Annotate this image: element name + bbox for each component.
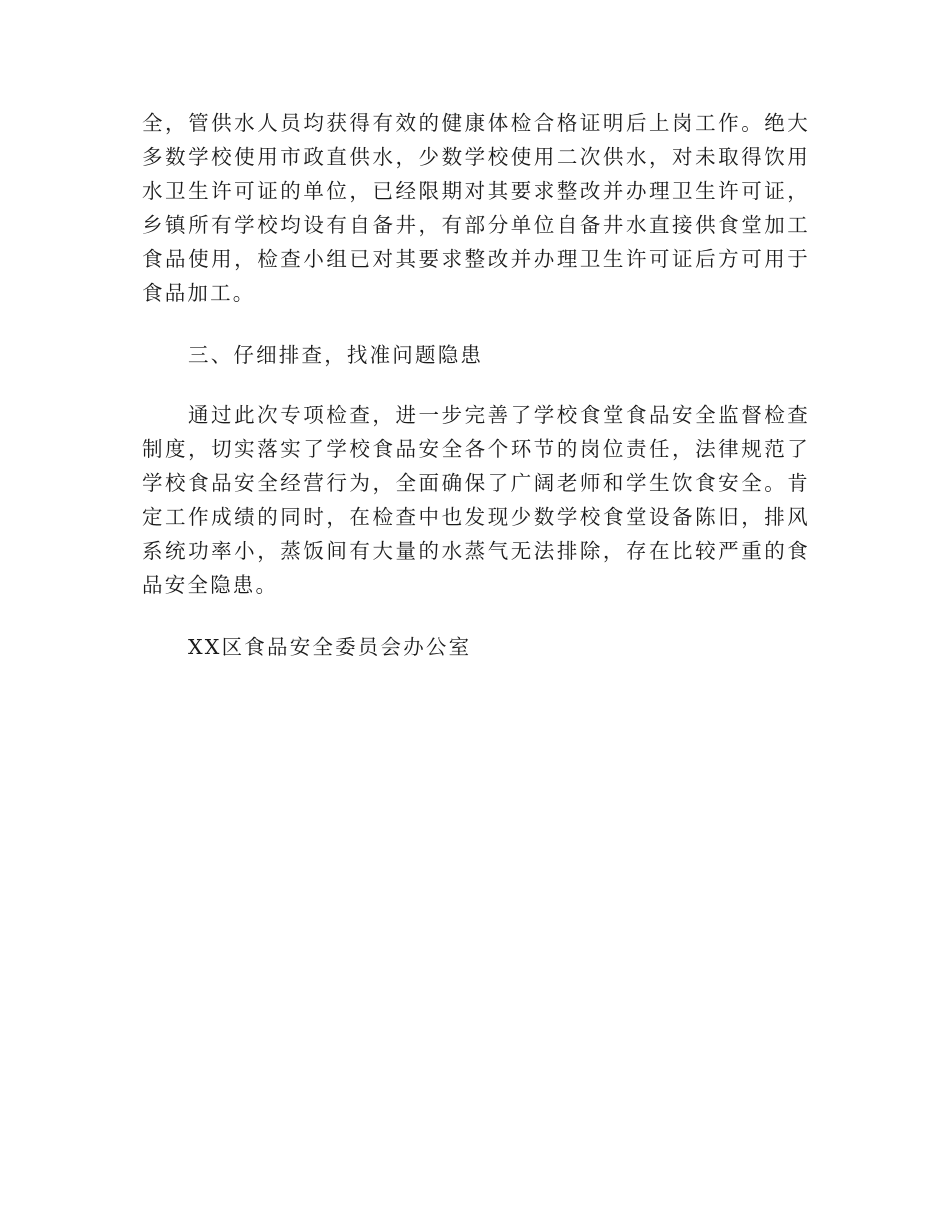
paragraph-spacer	[142, 372, 810, 398]
section-heading-three: 三、仔细排查，找准问题隐患	[188, 343, 484, 367]
paragraph-inspection-results: 通过此次专项检查，进一步完善了学校食堂食品安全监督检查制度，切实落实了学校食品安全各个环节的岗位责任，法律规范了学校食品安全经营行为，全面确保了广阔老师和学生饮食安全。肯定工作成绩的同时，在检查中也发现少数学校食堂设备陈旧，排风系统功率小，蒸饭间有大量的水蒸气无法排除，存在比较严重的食品安全隐患。	[142, 403, 810, 597]
signature-office: XX区食品安全委员会办公室	[188, 635, 472, 659]
document-body	[142, 106, 810, 664]
paragraph-spacer	[142, 602, 810, 630]
paragraph-spacer	[142, 310, 810, 338]
paragraph-water-supply: 全，管供水人员均获得有效的健康体检合格证明后上岗工作。绝大多数学校使用市政直供水，少数学校使用二次供水，对未取得饮用水卫生许可证的单位，已经限期对其要求整改并办理卫生许可证，乡镇所有学校均设有自备井，有部分单位自备井水直接供食堂加工食品使用，检查小组已对其要求整改并办理卫生许可证后方可用于食品加工。	[142, 111, 810, 305]
